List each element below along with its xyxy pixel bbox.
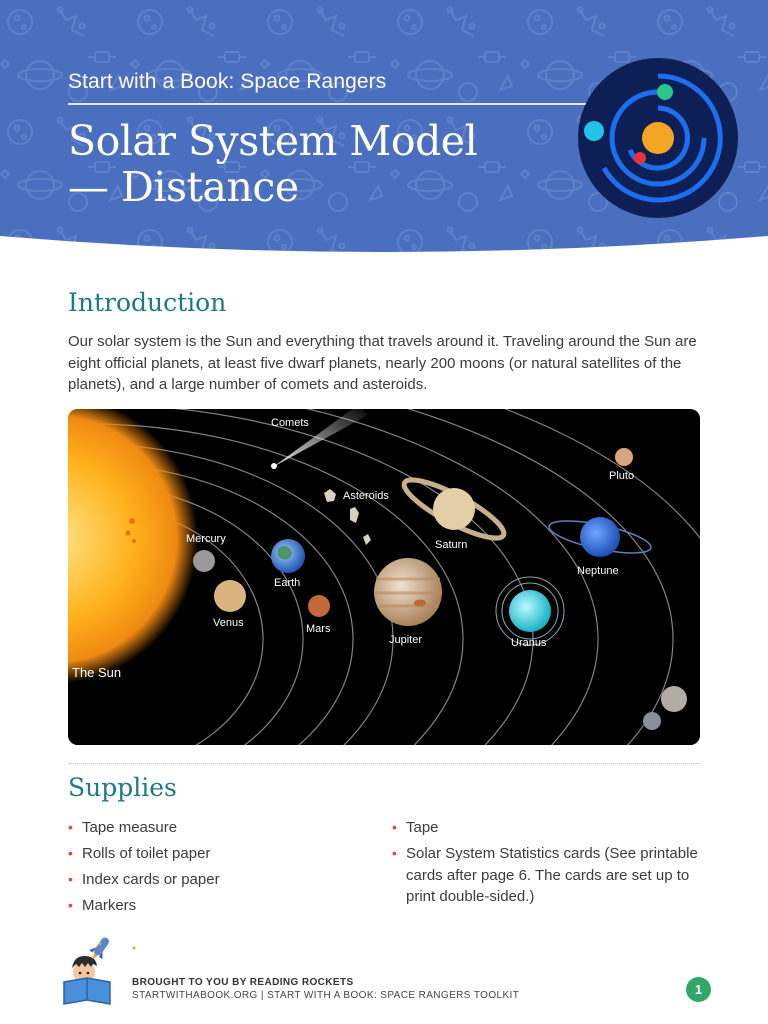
bullet-icon: • xyxy=(68,845,73,861)
jupiter xyxy=(374,558,442,626)
label-venus: Venus xyxy=(213,617,244,629)
label-pluto: Pluto xyxy=(609,470,635,482)
pluto xyxy=(615,448,633,466)
supplies-heading: Supplies xyxy=(68,773,177,802)
series-title: Start with a Book: Space Rangers xyxy=(68,70,387,93)
section-divider xyxy=(68,763,700,764)
bullet-icon: • xyxy=(392,819,397,835)
reading-rockets-logo-icon xyxy=(60,932,138,1008)
label-comets: Comets xyxy=(271,417,309,429)
list-item: • Markers xyxy=(68,895,368,917)
page-title-line-2: — Distance xyxy=(68,163,299,211)
label-mars: Mars xyxy=(306,623,331,635)
page-title xyxy=(68,118,477,210)
introduction-heading: Introduction xyxy=(68,288,227,317)
page-title-line-1: Solar System Model xyxy=(68,117,478,165)
bullet-icon: • xyxy=(68,897,73,913)
list-item: • Solar System Statistics cards (See printable cards after page 6. The cards are set up to print double-sided.) xyxy=(392,845,698,905)
bullet-icon: • xyxy=(68,819,73,835)
supplies-list-left xyxy=(68,817,368,921)
mercury xyxy=(193,550,215,572)
list-item: • Tape xyxy=(392,817,702,839)
mars xyxy=(308,595,330,617)
list-item: • Tape measure xyxy=(68,817,368,839)
solar-system-diagram xyxy=(68,409,700,745)
label-neptune: Neptune xyxy=(577,565,619,577)
label-sun: The Sun xyxy=(72,665,122,680)
label-uranus: Uranus xyxy=(511,637,547,649)
solar-system-logo-icon xyxy=(578,58,738,218)
supplies-list-right xyxy=(392,817,702,912)
introduction-text: Our solar system is the Sun and everything that travels around it. Traveling around the Sun are eight official planets, at least five dwarf planets, nearly 200 moons (or natural satellites of the planets), and a large number of comets and asteroids. xyxy=(68,333,697,393)
venus xyxy=(214,580,246,612)
list-item: • Index cards or paper xyxy=(68,869,368,891)
page-number-badge: 1 xyxy=(686,977,711,1002)
bullet-icon: • xyxy=(68,871,73,887)
label-jupiter: Jupiter xyxy=(389,634,423,646)
footer-credit: BROUGHT TO YOU BY READING ROCKETS xyxy=(132,977,354,988)
dwarf-planet xyxy=(661,686,687,712)
label-saturn: Saturn xyxy=(435,539,468,551)
solar-system-illustration xyxy=(68,409,700,745)
page-header xyxy=(0,0,768,262)
label-asteroids: Asteroids xyxy=(343,490,389,502)
label-earth: Earth xyxy=(274,577,301,589)
title-divider xyxy=(68,103,588,105)
label-mercury: Mercury xyxy=(186,533,226,545)
footer-source: STARTWITHABOOK.ORG | START WITH A BOOK: SPACE RANGERS TOOLKIT xyxy=(132,990,520,1001)
list-item: • Rolls of toilet paper xyxy=(68,843,368,865)
moon xyxy=(643,712,661,730)
bullet-icon: • xyxy=(392,845,397,861)
